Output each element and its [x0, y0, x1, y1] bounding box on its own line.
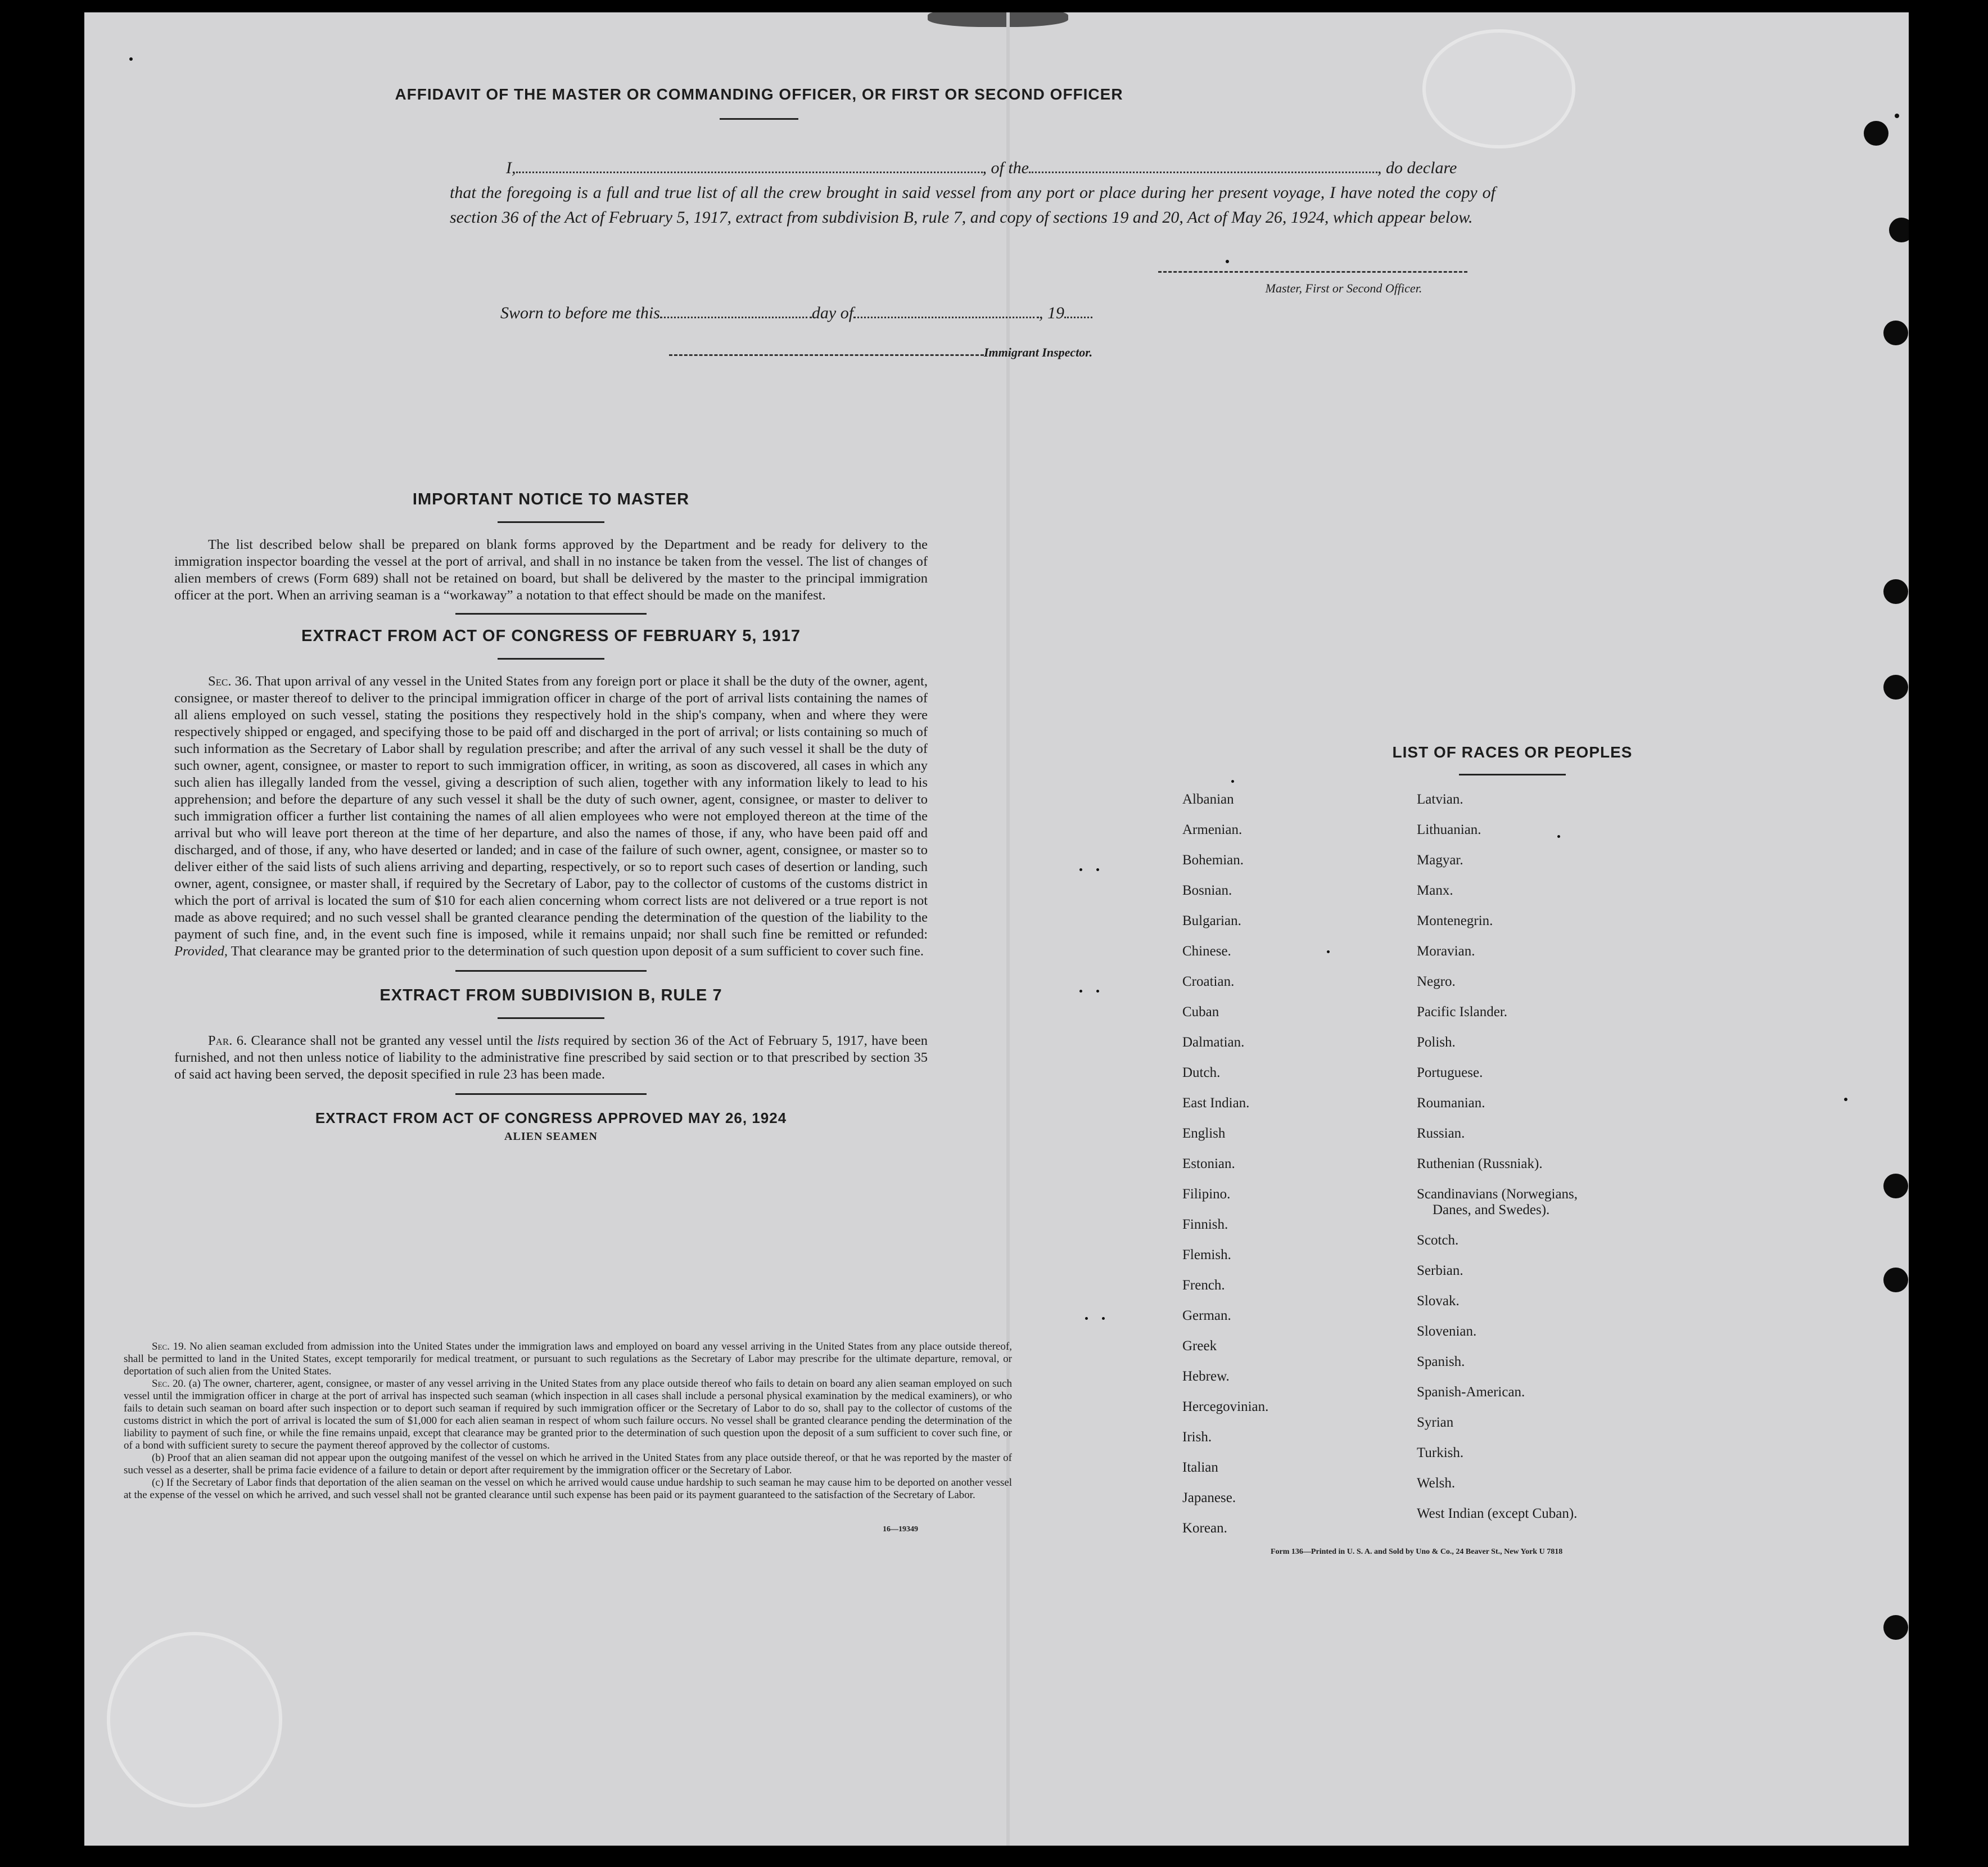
sworn-day-of: day of — [811, 304, 854, 322]
race-item: Croatian. — [1182, 974, 1235, 989]
race-item: Filipino. — [1182, 1187, 1231, 1202]
rule7-rule — [498, 1017, 604, 1019]
title-rule — [720, 118, 798, 120]
sec-20a-text: (a) The owner, charterer, agent, consignee, or master of any vessel arriving in the United States from any place outside thereof who fails to detain on board any alien seaman employed on such vessel until the immigration officer in charge at the port of arrival has inspected such seaman (which inspection in all cases shall include a personal physical examination by the medical examiners), or who fails to detain such seaman on board after such inspection or to deport such seaman if required by such immigration officer or the Secretary of Labor to do so, shall pay to the collector of customs of the customs district in which the port of arrival is located the sum of $1,000 for each alien seaman in respect of whom such failure occurs. No vessel shall be granted clearance pending the determination of the liability to payment of such fine, or while the fine remains unpaid, except that clearance may be granted prior to the determination of such question upon the deposit of a sum sufficient to cover such fine, or of a bond with sufficient surety to secure the payment thereof approved by the collector of customs. — [124, 1378, 1013, 1451]
race-item: Magyar. — [1417, 853, 1463, 868]
extract-1924-section — [174, 1110, 928, 1127]
race-item: Scandinavians (Norwegians, — [1417, 1187, 1578, 1202]
race-item: Moravian. — [1417, 944, 1475, 959]
race-item: Slovenian. — [1417, 1324, 1477, 1339]
sec-20-label: Sec. 20. — [152, 1378, 186, 1390]
race-item: Polish. — [1417, 1035, 1456, 1050]
races-left-column — [1182, 791, 1268, 1550]
rule7-body — [174, 1032, 928, 1083]
race-item: Korean. — [1182, 1521, 1227, 1536]
section-36-label: Sec. 36. — [208, 674, 252, 689]
scan-speck — [129, 57, 133, 61]
race-item: Syrian — [1417, 1415, 1454, 1430]
sworn-line — [500, 304, 1092, 323]
race-item: Negro. — [1417, 974, 1456, 989]
race-item: Turkish. — [1417, 1445, 1464, 1460]
sec-19-label: Sec. 19. — [152, 1341, 187, 1352]
race-item: Italian — [1182, 1460, 1218, 1475]
sec-19-paragraph — [124, 1341, 1012, 1378]
races-right-column — [1417, 791, 1578, 1536]
extract-1917-body — [174, 673, 928, 960]
race-item: Pacific Islander. — [1417, 1004, 1508, 1020]
inspector-signature-line — [669, 354, 984, 356]
punch-hole — [1883, 1615, 1908, 1640]
race-item: Dalmatian. — [1182, 1035, 1245, 1050]
sec-19-text: No alien seaman excluded from admission into the United States under the immigration laws and employed on board any vessel arriving in the United States from any place outside thereof, shall be permitted to land in the United States, except temporarily for medical treatment, or pursuant to such regulations as the Secretary of Labor may prescribe for the ultimate departure, removal, or deportation of such alien from the United States. — [124, 1341, 1012, 1377]
sec-20b-text: (b) Proof that an alien seaman did not appear upon the outgoing manifest of the vessel on which he arrived in the United States from any place outside thereof, or that he was reported by the master of such vessel as a deserter, shall be prima facie evidence of a failure to detain or deport after requirement by the immigration officer or the Secretary of Labor. — [124, 1452, 1012, 1476]
section-36-end: That clearance may be granted prior to the determination of such question upon deposit of a sum sufficient to cover such fine. — [231, 944, 924, 959]
race-item: English — [1182, 1126, 1226, 1141]
scan-speck — [1096, 868, 1099, 871]
name-blank — [516, 159, 983, 173]
legal-text-column — [174, 490, 928, 1143]
notice-rule — [498, 521, 604, 523]
notice-section-title — [174, 490, 928, 523]
race-item: Chinese. — [1182, 944, 1231, 959]
provided-word: Provided, — [174, 944, 228, 959]
race-item: Bohemian. — [1182, 853, 1244, 868]
rule7-title: EXTRACT FROM SUBDIVISION B, RULE 7 — [379, 986, 722, 1004]
vessel-blank — [1029, 159, 1377, 173]
section-36-text: That upon arrival of any vessel in the United States from any foreign port or place it shall be the duty of the owner, agent, consignee, or master thereof to deliver to the principal immigration officer in charge of the port of arrival lists containing the names of all aliens employed on such vessel, stating the positions they respectively hold in the ship's company, when and where they were respectively shipped or engaged, and specifying those to be paid off and discharged in the port of arrival; or lists containing so much of such information as the Secretary of Labor shall by regulation prescribe; and after the arrival of any such vessel it shall be the duty of such owner, agent, consignee, or master to report to such immigration officer, in writing, as soon as discovered, all cases in which any such alien has illegally landed from the vessel, giving a description of such alien, together with any information likely to lead to his apprehension; and before the departure of any such vessel it shall be the duty of such owner, agent, consignee, or master to deliver to such immigration officer a further list containing the names of all alien employees who were not employed thereon at the time of the arrival but who will leave port thereon at the time of her departure, and also the names of those, if any, who have been paid off and discharged, and of those, if any, who have deserted or landed; and in case of the failure of such owner, agent, consignee, or master so to deliver either of the said lists of such aliens arriving and departing, respectively, or so to report such cases of desertion or landing, such owner, agent, consignee, or master shall, if required by the Secretary of Labor, pay to the collector of customs of the customs district in which the port of arrival is located the sum of $10 for each alien concerning whom correct lists are not delivered or a true report is not made as above required; and no such vessel shall be granted clearance pending the determination of the question of the liability to the payment of such fine, and, in the event such fine is imposed, while it remains unpaid; nor shall such fine be remitted or refunded: — [174, 674, 928, 942]
page-fold — [1006, 12, 1010, 1846]
scan-smudge — [928, 12, 1068, 27]
scan-speck — [1231, 780, 1234, 783]
race-item: Serbian. — [1417, 1263, 1463, 1278]
affidavit-i: I, — [506, 159, 516, 177]
month-blank — [853, 304, 1039, 318]
race-item: Albanian — [1182, 792, 1234, 807]
race-item: Hercegovinian. — [1182, 1399, 1269, 1414]
scan-speck — [1895, 114, 1899, 118]
race-item: Portuguese. — [1417, 1065, 1483, 1080]
race-item: Armenian. — [1182, 822, 1242, 837]
race-item: Estonian. — [1182, 1156, 1235, 1171]
race-item: German. — [1182, 1308, 1231, 1323]
document-page — [84, 12, 1909, 1846]
extract-1917-section — [174, 627, 928, 660]
affidavit-of-the: , of the — [982, 159, 1029, 177]
affidavit-first-line — [450, 156, 1495, 181]
separator-rule — [455, 613, 647, 615]
punch-hole — [1883, 1174, 1908, 1198]
race-item: Latvian. — [1417, 792, 1463, 807]
separator-rule — [455, 970, 647, 972]
punch-hole — [1889, 218, 1909, 242]
race-item: Spanish. — [1417, 1354, 1465, 1369]
day-blank — [660, 304, 812, 318]
punch-hole — [1883, 321, 1908, 345]
form-code: 16—19349 — [883, 1525, 918, 1534]
affidavit-title — [84, 85, 1434, 120]
par-6-text-b: required by section 36 of the Act of February 5, 1917, have been furnished, and not then unless notice of liability to the administrative fine prescribed by said section or to that prescribed by section 35 of said act having been served, the deposit specified in rule 23 has been made. — [174, 1033, 928, 1082]
race-item: Ruthenian (Russniak). — [1417, 1156, 1543, 1171]
race-item: East Indian. — [1182, 1095, 1250, 1111]
extract-1917-title: EXTRACT FROM ACT OF CONGRESS OF FEBRUARY 5, 1917 — [301, 627, 801, 645]
affidavit-body — [450, 156, 1495, 230]
race-item: Japanese. — [1182, 1490, 1236, 1505]
inspector-caption: Immigrant Inspector. — [984, 345, 1093, 359]
scan-speck — [1102, 1317, 1105, 1320]
race-item: Flemish. — [1182, 1247, 1231, 1262]
race-item: Russian. — [1417, 1126, 1465, 1141]
sec-20c-text: (c) If the Secretary of Labor finds that deportation of the alien seaman on the vessel on which he arrived would cause undue hardship to such seaman he may cause him to be deported on another vessel at the expense of the vessel on which he arrived, and such vessel shall not be granted clearance until such expense has been paid or its payment guaranteed to the satisfaction of the Secretary of Labor. — [124, 1477, 1012, 1501]
alien-seamen-subtitle: ALIEN SEAMEN — [504, 1130, 598, 1143]
race-item: Montenegrin. — [1417, 913, 1493, 928]
race-item: Slovak. — [1417, 1293, 1460, 1309]
race-item: Bosnian. — [1182, 883, 1232, 898]
year-blank — [1064, 304, 1092, 318]
scan-speck — [1844, 1098, 1847, 1101]
rule7-section — [174, 986, 928, 1019]
affidavit-declare: , do declare — [1377, 159, 1457, 177]
race-item: Bulgarian. — [1182, 913, 1241, 928]
punch-hole — [1883, 1268, 1908, 1292]
affidavit-statement: that the foregoing is a full and true list of all the crew brought in said vessel from any port or place during her present voyage, I have noted the copy of section 36 of the Act of February 5, 1917, extract from subdivision B, rule 7, and copy of sections 19 and 20, Act of May 26, 1924, which appear below. — [450, 183, 1495, 227]
races-section-title — [1293, 743, 1732, 775]
extract-1917-rule — [498, 658, 604, 660]
race-item: Lithuanian. — [1417, 822, 1481, 837]
race-item: Spanish-American. — [1417, 1385, 1525, 1400]
notice-title: IMPORTANT NOTICE TO MASTER — [412, 490, 690, 508]
scan-speck — [1096, 990, 1099, 993]
race-item: Greek — [1182, 1338, 1217, 1354]
sworn-year: , 19 — [1039, 304, 1065, 322]
race-item: French. — [1182, 1278, 1225, 1293]
extract-1924-title: EXTRACT FROM ACT OF CONGRESS APPROVED MAY 26, 1924 — [315, 1110, 787, 1126]
scan-speck — [1079, 990, 1082, 993]
race-item: Danes, and Swedes). — [1433, 1202, 1550, 1217]
race-item: Dutch. — [1182, 1065, 1221, 1080]
punch-hole — [1883, 675, 1908, 700]
scan-speck — [1226, 260, 1229, 263]
par-6-label: Par. 6. — [208, 1033, 247, 1048]
races-title: LIST OF RACES OR PEOPLES — [1392, 743, 1633, 761]
form-printer-note: Form 136—Printed in U. S. A. and Sold by Uno & Co., 24 Beaver St., New York U 7818 — [1271, 1548, 1563, 1556]
scan-speck — [1085, 1317, 1088, 1320]
scan-speck — [1079, 868, 1082, 871]
race-item: Cuban — [1182, 1004, 1219, 1020]
separator-rule — [455, 1093, 647, 1095]
scan-speck — [1557, 835, 1560, 838]
extract-1924-body — [124, 1341, 1012, 1501]
race-item: Hebrew. — [1182, 1369, 1230, 1384]
punch-hole — [1864, 121, 1888, 146]
notice-body: The list described below shall be prepared on blank forms approved by the Department and be ready for delivery to the immigration inspector boarding the vessel at the port of arrival, and shall in no instance be taken from the vessel. The list of changes of alien members of crews (Form 689) shall not be retained on board, but shall be delivered by the master to the principal immigration officer at the port. When an arriving seaman is a “workaway” a notation to that effect should be made on the manifest. — [174, 537, 928, 603]
affidavit-title-text: AFFIDAVIT OF THE MASTER OR COMMANDING OFFICER, OR FIRST OR SECOND OFFICER — [395, 85, 1123, 103]
scan-speck — [1327, 950, 1330, 953]
race-item: Roumanian. — [1417, 1095, 1485, 1111]
lists-word: lists — [537, 1033, 559, 1048]
race-item: Finnish. — [1182, 1217, 1228, 1232]
sec-20a-paragraph — [124, 1378, 1012, 1452]
races-rule — [1459, 774, 1566, 775]
signature-caption: Master, First or Second Officer. — [1265, 281, 1422, 295]
signature-line — [1158, 271, 1467, 273]
par-6-text-a: Clearance shall not be granted any vessel until the — [251, 1033, 533, 1048]
race-item: Manx. — [1417, 883, 1453, 898]
race-item: Irish. — [1182, 1429, 1212, 1445]
race-item: West Indian (except Cuban). — [1417, 1506, 1578, 1521]
embossed-seal-top — [1422, 29, 1575, 148]
sworn-prefix: Sworn to before me this — [500, 304, 660, 322]
race-item: Welsh. — [1417, 1476, 1456, 1491]
race-item: Scotch. — [1417, 1233, 1459, 1248]
punch-hole — [1883, 579, 1908, 604]
embossed-seal-bottom — [107, 1632, 282, 1807]
